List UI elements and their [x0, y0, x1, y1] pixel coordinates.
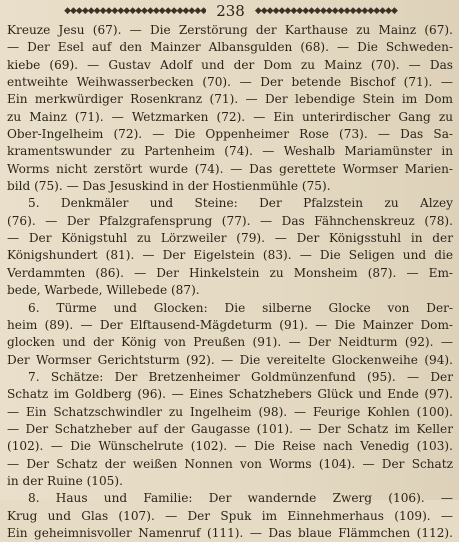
section-heading-8: 8. Haus und Familie: Der wandernde Zwerg (106). —: [28, 491, 453, 506]
section-heading-5: 5. Denkmäler und Steine: Der Pfalzstein zu Alzey: [28, 196, 453, 211]
text-line: zu Mainz (71). — Wetzmarken (72). — Ein unterirdischer Gang zu: [7, 109, 453, 124]
text-line: in der Ruine (105).: [7, 473, 123, 488]
text-line: kiebe (69). — Gustav Adolf und der Dom zu Mainz (70). — Das: [7, 57, 453, 72]
text-line: Worms nicht zerstört wurde (74). — Das gerettete Wormser Marien-: [7, 161, 453, 176]
header-ornament-left: ◆◆◆◆◆◆◆◆◆◆◆◆◆◆◆◆◆◆◆◆◆◆◆◆: [64, 6, 207, 16]
header-ornament-right: ◆◆◆◆◆◆◆◆◆◆◆◆◆◆◆◆◆◆◆◆◆◆◆◆: [254, 6, 397, 16]
text-line: — Der Esel auf den Mainzer Albansgulden (68). — Die Schweden-: [7, 40, 453, 55]
text-line: Ober-Ingelheim (72). — Die Oppenheimer Rose (73). — Das Sa-: [7, 127, 453, 142]
text-line: heim (89). — Der Elftausend-Mägdeturm (91). — Die Mainzer Dom-: [7, 317, 453, 332]
text-line: bede, Warbede, Willebede (87).: [7, 283, 200, 298]
text-line: — Der Königstuhl zu Lörzweiler (79). — Der Königsstuhl in der: [7, 231, 453, 246]
text-line: (102). — Die Wünschelrute (102). — Die Reise nach Venedig (103).: [7, 439, 453, 454]
text-line: entweihte Weihwasserbecken (70). — Der betende Bischof (71). —: [7, 75, 453, 90]
text-line: Schatz im Goldberg (96). — Eines Schatzhebers Glück und Ende (97).: [7, 387, 453, 402]
text-line: Verdammten (86). — Der Hinkelstein zu Monsheim (87). — Em-: [7, 265, 453, 280]
text-line: glocken und der König von Preußen (91). — Der Neidturm (92). —: [7, 335, 453, 350]
text-line: Ein geheimnisvoller Namenruf (111). — Das blaue Flämmchen (112).: [7, 525, 453, 540]
text-line: (76). — Der Pfalzgrafensprung (77). — Das Fähnchenskreuz (78).: [7, 213, 453, 228]
text-line: — Der Schatzheber auf der Gaugasse (101). — Der Schatz im Keller: [7, 421, 453, 436]
index-text: [7, 22, 453, 542]
page-number: 238: [216, 2, 245, 20]
section-heading-6: 6. Türme und Glocken: Die silberne Glocke von Der-: [28, 300, 453, 315]
text-line: Ein merkwürdiger Rosenkranz (71). — Der lebendige Stein im Dom: [7, 92, 453, 107]
text-line: Der Wormser Gerichtsturm (92). — Die vereitelte Glockenweihe (94).: [7, 352, 453, 367]
text-line: Krug und Glas (107). — Der Spuk im Einnehmerhaus (109). —: [7, 508, 453, 523]
text-line: kramentswunder zu Partenheim (74). — Weshalb Mariamünster in: [7, 144, 453, 159]
text-line: — Ein Schatzschwindler zu Ingelheim (98). — Feurige Kohlen (100).: [7, 404, 453, 419]
text-line: Königshundert (81). — Der Eigelstein (83). — Die Seligen und die: [7, 248, 453, 263]
section-heading-7: 7. Schätze: Der Bretzenheimer Goldmünzenfund (95). — Der: [28, 369, 453, 384]
text-line: Kreuze Jesu (67). — Die Zerstörung der Karthause zu Mainz (67).: [7, 23, 453, 37]
text-line: bild (75). — Das Jesuskind in der Hostienmühle (75).: [7, 179, 331, 194]
text-line: — Der Schatz der weißen Nonnen von Worms (104). — Der Schatz: [7, 456, 453, 471]
page-header: [10, 2, 451, 20]
